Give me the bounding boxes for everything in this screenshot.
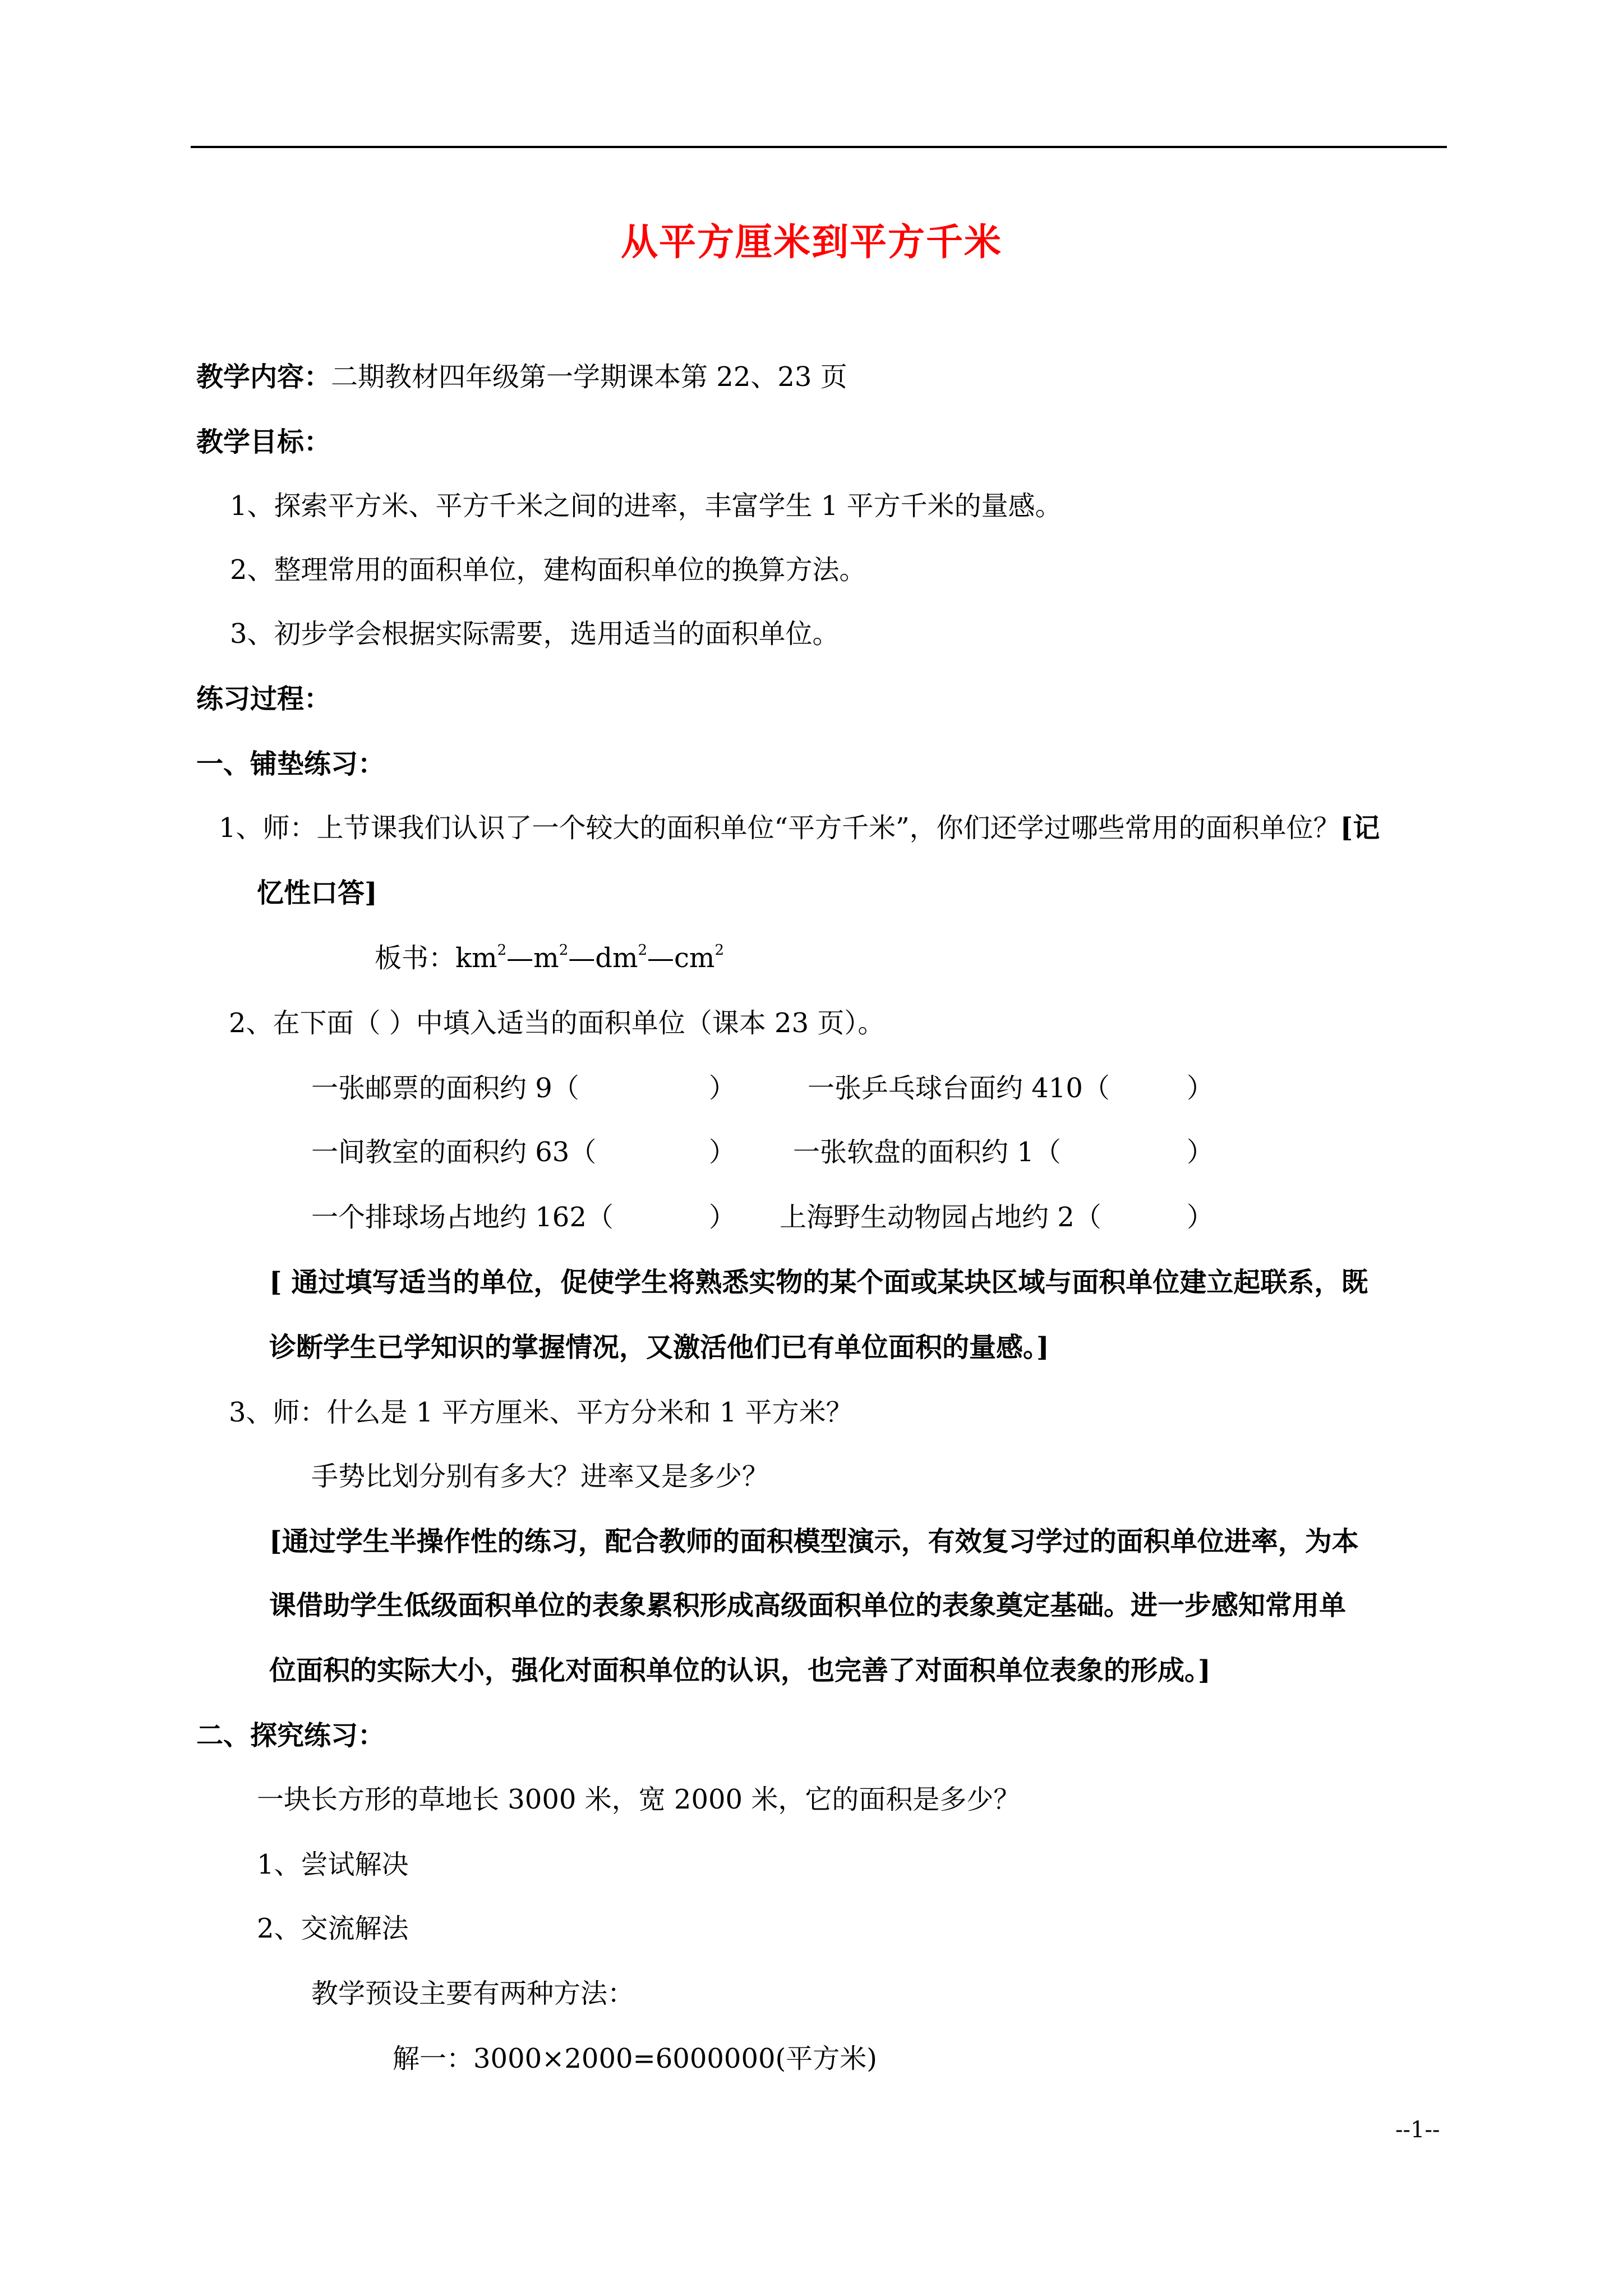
fill-blank-close: ）	[1187, 1202, 1214, 1233]
fill-blank-close: ）	[709, 1073, 736, 1104]
fill-item-right: 上海野生动物园占地约 2（	[780, 1202, 1101, 1233]
objective-item: 2、整理常用的面积单位，建构面积单位的换算方法。	[230, 554, 866, 586]
process-heading: 练习过程：	[196, 683, 331, 715]
section1-item2: 2、在下面（ ）中填入适当的面积单位（课本 23 页）。	[229, 1007, 885, 1039]
unit-exponent: 2	[497, 942, 507, 959]
teaching-content-text: 二期教材四年级第一学期课本第 22、23 页	[331, 361, 847, 393]
section2-problem: 一块长方形的草地长 3000 米，宽 2000 米，它的面积是多少？	[257, 1784, 1021, 1815]
teaching-note: [通过学生半操作性的练习，配合教师的面积模型演示，有效复习学过的面积单位进率，为本	[269, 1526, 1359, 1557]
unit-exponent: 2	[559, 942, 569, 959]
unit-dm: dm	[595, 942, 638, 974]
unit-exponent: 2	[638, 942, 648, 959]
section1-item1-line2: 忆性口答]	[257, 877, 377, 909]
fill-item-left: 一个排球场占地约 162（	[311, 1202, 614, 1233]
section2-step: 1、尝试解决	[257, 1849, 409, 1880]
blackboard-units	[375, 940, 724, 976]
teaching-content-line	[196, 359, 847, 395]
fill-item-left: 一间教室的面积约 63（	[311, 1137, 597, 1168]
unit-dash: —	[647, 942, 675, 974]
teaching-note: 课借助学生低级面积单位的表象累积形成高级面积单位的表象奠定基础。进一步感知常用单	[269, 1590, 1347, 1621]
section1-item3b: 手势比划分别有多大？进率又是多少？	[311, 1461, 769, 1492]
unit-m: m	[533, 942, 559, 974]
unit-cm: cm	[674, 942, 715, 974]
objective-item: 1、探索平方米、平方千米之间的进率，丰富学生 1 平方千米的量感。	[230, 490, 1062, 522]
unit-dash: —	[568, 942, 596, 974]
section2-preset: 教学预设主要有两种方法：	[311, 1978, 635, 2009]
fill-item-right: 一张乒乓球台面约 410（	[808, 1073, 1110, 1104]
blackboard-label: 板书：	[375, 942, 456, 974]
fill-item-left: 一张邮票的面积约 9（	[311, 1073, 579, 1104]
document-title: 从平方厘米到平方千米	[621, 220, 1002, 264]
section1-heading: 一、铺垫练习：	[196, 748, 385, 780]
fill-blank-close: ）	[709, 1202, 736, 1233]
section2-solution1: 解一：3000×2000=6000000(平方米)	[393, 2043, 877, 2074]
teaching-note: 诊断学生已学知识的掌握情况，又激活他们已有单位面积的量感。]	[269, 1332, 1049, 1363]
unit-exponent: 2	[714, 942, 724, 959]
fill-blank-close: ）	[1187, 1137, 1214, 1168]
unit-dash: —	[506, 942, 534, 974]
section2-step: 2、交流解法	[257, 1913, 409, 1944]
section2-heading: 二、探究练习：	[196, 1720, 385, 1751]
section1-item1-line1	[219, 810, 1380, 846]
teaching-note: [ 通过填写适当的单位，促使学生将熟悉实物的某个面或某块区域与面积单位建立起联系，既	[269, 1267, 1368, 1298]
page-number: --1--	[1395, 2117, 1440, 2143]
teaching-note: 位面积的实际大小，强化对面积单位的认识，也完善了对面积单位表象的形成。]	[269, 1655, 1211, 1686]
section1-item1-bracket-start: [记	[1340, 812, 1380, 844]
objective-item: 3、初步学会根据实际需要，选用适当的面积单位。	[230, 618, 840, 650]
unit-km: km	[455, 942, 497, 974]
section1-item1-text: 1、师：上节课我们认识了一个较大的面积单位“平方千米”，你们还学过哪些常用的面积单位？	[219, 812, 1340, 844]
objectives-heading: 教学目标：	[196, 426, 331, 458]
fill-blank-close: ）	[1187, 1073, 1214, 1104]
section1-item3: 3、师：什么是 1 平方厘米、平方分米和 1 平方米？	[229, 1397, 853, 1428]
header-rule	[191, 146, 1447, 148]
teaching-content-label: 教学内容：	[196, 361, 331, 393]
fill-item-right: 一张软盘的面积约 1（	[793, 1137, 1061, 1168]
fill-blank-close: ）	[709, 1137, 736, 1168]
